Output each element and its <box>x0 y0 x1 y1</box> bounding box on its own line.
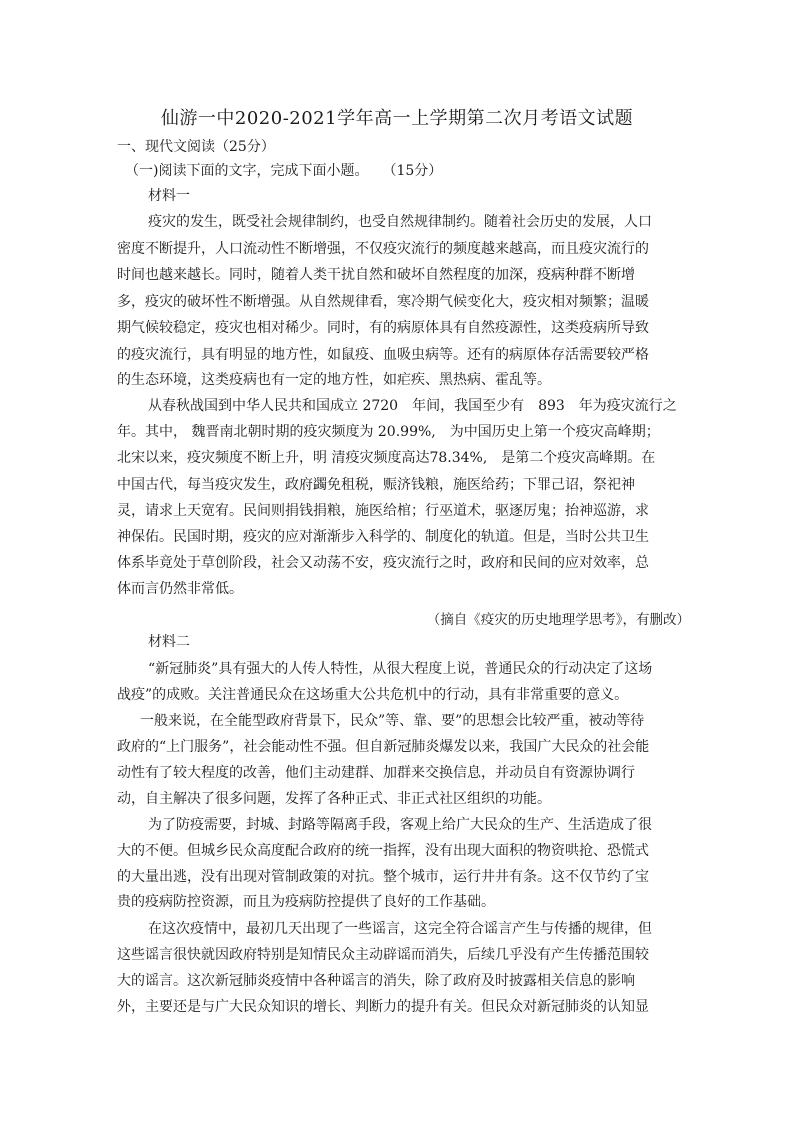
document-title: 仙游一中2020-2021学年高一上学期第二次月考语文试题 <box>160 108 634 129</box>
part-instruction: （一)阅读下面的文字，完成下面小题。 （15分） <box>125 163 443 179</box>
paragraph-line: 体而言仍然非常低。 <box>117 581 243 597</box>
paragraph-line: 动，自主解决了很多问题，发挥了各种正式、非正式社区组织的功能。 <box>117 791 551 807</box>
paragraph-line: 密度不断提升，人口流动性不断增强，不仅疫灾流行的频度越来越高，而且疫灾流行的 <box>117 241 649 257</box>
paragraph-line: 从春秋战国到中华人民共和国成立 2720 年间，我国至少有 893 年为疫灾流行之 <box>148 398 677 414</box>
paragraph-line: 多，疫灾的破坏性不断增强。从自然规律看，寒冷期气候变化大，疫灾相对频繁；温暖 <box>117 294 649 310</box>
paragraph-line: 的生态环境，这类疫病也有一定的地方性，如疟疾、黑热病、霍乱等。 <box>117 372 551 388</box>
paragraph-line: 时间也越来越长。同时，随着人类干扰自然和破坏自然程度的加深，疫病种群不断增 <box>117 267 635 283</box>
paragraph-line: 大的不便。但城乡民众高度配合政府的统一指挥，没有出现大面积的物资哄抢、恐慌式 <box>117 843 649 859</box>
paragraph-line: 大的谣言。这次新冠肺炎疫情中各种谣言的消失，除了政府及时披露相关信息的影响 <box>117 973 635 989</box>
paragraph-line: 一般来说，在全能型政府背景下，民众”等、靠、要”的思想会比较严重，被动等待 <box>140 713 645 729</box>
paragraph-line: 北宋以来，疫灾频度不断上升，明 清疫灾频度高达78.34%, 是第二个疫灾高峰期。在 <box>117 450 656 466</box>
paragraph-line: 中国古代，每当疫灾发生，政府蠲免租税，赈济钱粮，施医给药；下罪己诏，祭祀神 <box>117 477 635 493</box>
paragraph-line: 年。其中， 魏晋南北朝时期的疫灾频度为 20.99%, 为中国历史上第一个疫灾高峰期； <box>117 424 660 440</box>
material-one-label: 材料一 <box>148 188 190 204</box>
paragraph-line: 灵，请求上天宽宥。民间则捐钱捐粮，施医给棺；行巫道术，驱逐厉鬼；抬神巡游，求 <box>117 503 649 519</box>
paragraph-line: 这些谣言很快就因政府特别是知情民众主动辟谣而消失，后续几乎没有产生传播范围较 <box>117 947 649 963</box>
paragraph-line: “新冠肺炎”具有强大的人传人特性，从很大程度上说，普通民众的行动决定了这场 <box>148 661 653 677</box>
paragraph-line: 战疫”的成败。关注普通民众在这场重大公共危机中的行动，具有非常重要的意义。 <box>117 687 629 703</box>
section-heading: 一、现代文阅读（25分） <box>117 139 275 155</box>
paragraph-line: 政府的“上门服务”，社会能动性不强。但自新冠肺炎爆发以来，我国广大民众的社会能 <box>117 739 650 755</box>
paragraph-line: 贵的疫病防控资源，而且为疫病防控提供了良好的工作基础。 <box>117 894 495 910</box>
paragraph-line: 外，主要还是与广大民众知识的增长、判断力的提升有关。但民众对新冠肺炎的认知显 <box>117 999 649 1015</box>
paragraph-line: 神保佑。民国时期，疫灾的应对渐渐步入科学的、制度化的轨道。但是，当时公共卫生 <box>117 529 649 545</box>
paragraph-line: 在这次疫情中，最初几天出现了一些谣言，这完全符合谣言产生与传播的规律，但 <box>148 921 652 937</box>
paragraph-line: 疫灾的发生，既受社会规律制约，也受自然规律制约。随着社会历史的发展，人口 <box>148 214 652 230</box>
paragraph-line: 动性有了较大程度的改善，他们主动建群、加群来交换信息，并动员自有资源协调行 <box>117 765 635 781</box>
paragraph-line: 体系毕竟处于草创阶段，社会又动荡不安，疫灾流行之时，政府和民间的应对效率，总 <box>117 555 649 571</box>
paragraph-line: 为了防疫需要，封城、封路等隔离手段，客观上给广大民众的生产、生活造成了很 <box>148 817 652 833</box>
paragraph-line: 期气候较稳定，疫灾也相对稀少。同时，有的病原体具有自然疫源性，这类疫病所导致 <box>117 320 649 336</box>
paragraph-line: 的大量出逃，没有出现对管制政策的对抗。整个城市，运行井井有条。这不仅节约了宝 <box>117 869 649 885</box>
paragraph-line: 的疫灾流行，具有明显的地方性，如鼠疫、血吸虫病等。还有的病原体存活需要较严格 <box>117 347 649 363</box>
material-two-label: 材料二 <box>148 634 190 650</box>
material-one-source: （摘自《疫灾的历史地理学思考》，有删改） <box>426 612 690 628</box>
